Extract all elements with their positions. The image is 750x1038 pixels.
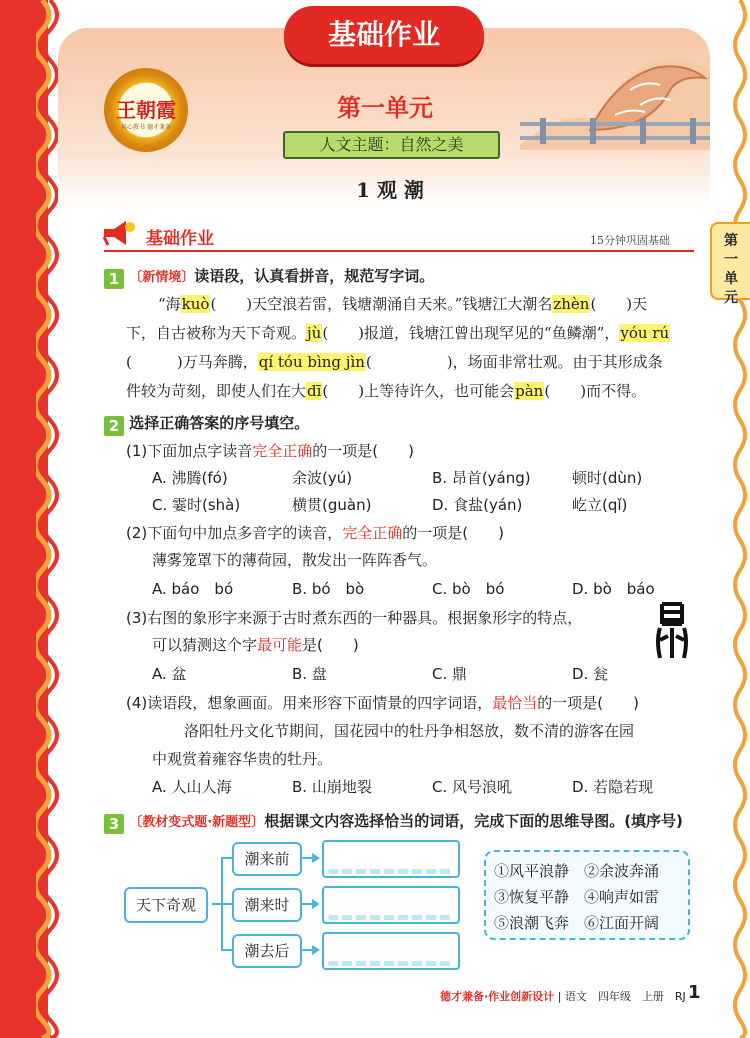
stem-text: 可以猜测这个字 (152, 636, 258, 654)
q2-1-option-b (432, 467, 531, 488)
q1-line-4 (126, 380, 646, 401)
option-text: B. 昂首(yáng) (432, 469, 531, 487)
q1-text: ( )天空浪若雷，钱塘潮涌自天来。”钱塘江大潮名 (210, 295, 553, 313)
q2-3-option-c: C. 鼎 (432, 665, 468, 683)
q2-2-option-b: B. bó bò (292, 580, 365, 598)
pinyin-zhen: zhèn (553, 295, 590, 313)
word-option: ③恢复平静 (494, 888, 570, 906)
tide-wave-illustration (520, 50, 710, 150)
q3-number: 3 (104, 814, 124, 834)
q2-1-option-d (432, 494, 522, 515)
q1-line-2 (126, 322, 670, 343)
q2-3-stem: (3)右图的象形字来源于古时煮东西的一种器具。根据象形字的特点， (126, 609, 583, 627)
q1-text: 下，自古被称为天下奇观。 (126, 324, 307, 342)
word-option: ②余波奔涌 (584, 862, 660, 880)
stem-text: (1)下面加点字读音 (126, 442, 253, 460)
stem-emphasis: 完全正确 (252, 442, 313, 460)
answer-box-during[interactable] (322, 886, 460, 924)
page-badge: 基础作业 (284, 6, 484, 64)
q1-text: ( )报道，钱塘江曾出现罕见的“鱼鳞潮”， (322, 324, 620, 342)
q2-2-stem (126, 522, 504, 543)
q2-heading (104, 412, 309, 436)
q2-1-option-b2 (572, 467, 642, 488)
megaphone-icon (100, 219, 140, 247)
q1-line-1 (158, 293, 647, 314)
q2-2-sentence: 薄雾笼罩下的薄荷园，散发出一阵阵香气。 (152, 551, 438, 569)
word-option: ①风平浪静 (494, 862, 570, 880)
q2-3-stem-line2 (152, 634, 359, 655)
q1-text: ( )天 (590, 295, 648, 313)
side-tab-unit (710, 222, 750, 306)
option-text: C. 霎时(shà) (152, 496, 241, 514)
theme-bar: 人文主题：自然之美 (283, 131, 500, 159)
q2-number: 2 (104, 416, 124, 436)
option-text: 顿时(dùn) (572, 469, 643, 487)
q2-3-option-d: D. 瓮 (572, 665, 609, 683)
option-text: D. 食盐(yán) (432, 496, 523, 514)
answer-box-after[interactable] (322, 932, 460, 970)
pinyin-qi-tou-bing-jin: qí tóu bìng jìn (258, 353, 365, 371)
option-text: 横贯(guàn) (292, 496, 372, 514)
lesson-title: 1 观 潮 (356, 178, 424, 202)
q2-4-option-a: A. 人山人海 (152, 778, 232, 796)
q1-text: ( )上等待许久，也可能会 (322, 382, 515, 400)
pinyin-kuo: kuò (181, 295, 210, 313)
side-tab-label: 第一单元 (724, 233, 738, 306)
pinyin-ju: jù (307, 324, 322, 342)
q2-4-option-c: C. 风号浪吼 (432, 778, 513, 796)
stem-text: (4)读语段，想象画面。用来形容下面情景的四字词语， (126, 694, 493, 712)
q3-tag: 〔教材变式题·新题型〕 (129, 815, 265, 830)
q1-text: ( )万马奔腾， (126, 353, 258, 371)
word-option: ⑤浪潮飞奔 (494, 914, 570, 932)
q2-4-paragraph-line2: 中观赏着雍容华贵的牡丹。 (152, 750, 333, 768)
footer-info (440, 988, 686, 1004)
q2-2-option-c: C. bò bó (432, 580, 505, 598)
q2-4-option-d: D. 若隐若现 (572, 778, 654, 796)
stem-text: (2)下面句中加点多音字的读音， (126, 524, 343, 542)
q1-tag: 〔新情境〕 (129, 270, 195, 285)
q1-text: ( )而不得。 (544, 382, 647, 400)
word-option: ④响声如雷 (584, 888, 660, 906)
unit-title: 第一单元 (337, 93, 433, 122)
mind-map-branch-after: 潮去后 (232, 934, 302, 968)
q2-4-option-b: B. 山崩地裂 (292, 778, 372, 796)
q1-heading (104, 265, 434, 289)
option-text: 屹立(qǐ) (572, 496, 628, 514)
q2-1-option-a (152, 467, 228, 488)
footer-book-info: | 语文 四年级 上册 RJ (557, 990, 686, 1003)
word-option: ⑥江面开阔 (584, 914, 660, 932)
section-divider (104, 250, 694, 252)
q3-prompt: 根据课文内容选择恰当的词语，完成下面的思维导图。(填序号) (264, 812, 683, 830)
stem-text: 的一项是( ) (312, 442, 414, 460)
mind-map-root: 天下奇观 (124, 887, 208, 923)
q1-prompt: 读语段，认真看拼音，规范写字词。 (194, 267, 435, 285)
mind-map-branch-before: 潮来前 (232, 842, 302, 876)
section-title: 基础作业 (146, 229, 214, 249)
brand-logo (104, 68, 188, 152)
logo-name: 王朝霞 (116, 98, 176, 122)
logo-tagline: 用心教书 德才兼备 (121, 124, 171, 131)
stem-text: 的一项是( ) (402, 524, 504, 542)
word-options-box (484, 850, 690, 940)
q2-3-option-a: A. 盆 (152, 665, 187, 683)
q2-prompt: 选择正确答案的序号填空。 (129, 414, 310, 432)
q2-3-option-b: B. 盘 (292, 665, 327, 683)
stem-emphasis: 完全正确 (342, 524, 403, 542)
q2-1-stem (126, 440, 414, 461)
option-text: 余波(yú) (292, 469, 353, 487)
q2-2-option-a: A. báo bó (152, 580, 234, 598)
q1-text: ( )，场面非常壮观。由于其形成条 (365, 353, 663, 371)
q2-4-stem (126, 692, 639, 713)
q1-number: 1 (104, 269, 124, 289)
q2-4-paragraph-line1: 洛阳牡丹文化节期间，国花园中的牡丹争相怒放，数不清的游客在园 (184, 722, 635, 740)
stem-text: 是( ) (302, 636, 359, 654)
q1-text: 件较为苛刻，即使人们在大 (126, 382, 307, 400)
stem-text: 的一项是( ) (537, 694, 639, 712)
pinyin-di: dī (307, 382, 322, 400)
pinyin-you-ru: yóu rú (620, 324, 670, 342)
answer-box-before[interactable] (322, 840, 460, 878)
pinyin-pan: pàn (515, 382, 544, 400)
q3-heading (104, 810, 683, 834)
right-wave-border (728, 0, 750, 1038)
q1-text: “海 (158, 295, 181, 313)
option-text: A. 沸腾(fó) (152, 469, 228, 487)
q2-2-option-d: D. bò báo (572, 580, 655, 598)
q2-1-option-c2 (292, 494, 371, 515)
mind-map-branch-during: 潮来时 (232, 888, 302, 922)
pictograph-ding-icon (652, 600, 692, 662)
footer-brand: 德才兼备·作业创新设计 (440, 990, 555, 1003)
q2-1-option-c (152, 494, 240, 515)
stem-emphasis: 最可能 (257, 636, 303, 654)
stem-emphasis: 最恰当 (492, 694, 538, 712)
q2-1-option-a2 (292, 467, 352, 488)
q2-1-option-d2 (572, 494, 627, 515)
q1-line-3 (126, 351, 663, 372)
section-time-tag: 15分钟巩固基础 (590, 234, 670, 247)
page-number: 1 (688, 982, 701, 1003)
